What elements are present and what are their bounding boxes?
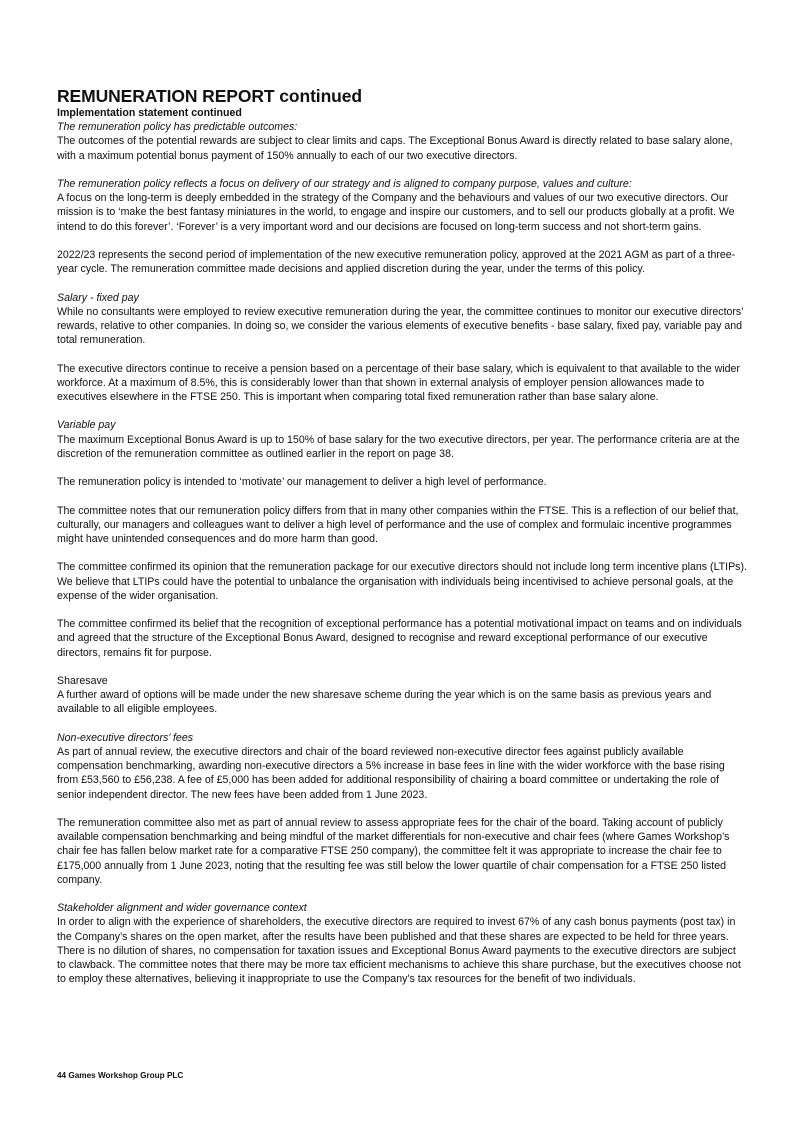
- section-heading: Stakeholder alignment and wider governance context: [57, 902, 307, 915]
- section-salary-fixed-pay: [57, 291, 747, 405]
- paragraph: The outcomes of the potential rewards are subject to clear limits and caps. The Exceptional Bonus Award is directly related to base salary alone, with a maximum potential bonus payment of 150% annually to each of our two executive directors.: [57, 135, 733, 162]
- paragraph: The committee notes that our remuneration policy differs from that in many other companies within the FTSE. This is a reflection of our belief that, culturally, our managers and colleagues want to deliver a high level of performance and the use of complex and formulaic incentive programmes might have unintended consequences and do more harm than good.: [57, 504, 739, 545]
- paragraph: The maximum Exceptional Bonus Award is up to 150% of base salary for the two executive directors, per year. The performance criteria are at the discretion of the remuneration committee as outlined earlier in the report on page 38.: [57, 433, 740, 460]
- paragraph: In order to align with the experience of shareholders, the executive directors are required to invest 67% of any cash bonus payments (post tax) in the Company’s shares on the open market, after the results have been published and that these shares are expected to be held for three years. There is no dilution of shares, no compensation for taxation issues and Exceptional Bonus Award payments to the executive directors are subject to clawback. The committee notes that there may be more tax efficient mechanisms to achieve this share purchase, but the executives choose not to employ these alternatives, believing it inappropriate to use the Company’s tax resources for the benefit of two individuals.: [57, 916, 741, 986]
- page-title: REMUNERATION REPORT continued: [57, 86, 362, 106]
- page-subtitle: Implementation statement continued: [57, 107, 242, 119]
- paragraph: The committee confirmed its opinion that the remuneration package for our executive directors should not include long term incentive plans (LTIPs). We believe that LTIPs could have the potential to unbalance the organisation with individuals being incentivised to achieve personal goals, at the expense of the wider organisation.: [57, 561, 747, 602]
- section-predictable-outcomes: [57, 120, 747, 163]
- paragraph: As part of annual review, the executive directors and chair of the board reviewed non-executive director fees against publicly available compensation benchmarking, awarding non-executive directors a 5% increase in base fees in line with the wider workforce with the base rising from £53,560 to £56,238. A fee of £5,000 has been added for additional responsibility of chairing a board committee or undertaking the role of senior independent director. The new fees have been added from 1 June 2023.: [57, 745, 725, 801]
- paragraph: A focus on the long-term is deeply embedded in the strategy of the Company and the behaviours and values of our two executive directors. Our mission is to ‘make the best fantasy miniatures in the world, to engage and inspire our customers, and to sell our products globally at a profit. We intend to do this forever’. ‘Forever’ is a very important word and our decisions are focused on long-term success and not short-term gains.: [57, 192, 735, 233]
- section-non-executive-fees: [57, 731, 747, 887]
- section-heading: The remuneration policy has predictable outcomes:: [57, 121, 298, 134]
- page-content: [57, 86, 747, 986]
- paragraph: The committee confirmed its belief that the recognition of exceptional performance has a potential motivational impact on teams and on individuals and agreed that the structure of the Exceptional Bonus Award, designed to recognise and reward exceptional performance of our executive directors, remains fit for purpose.: [57, 618, 742, 659]
- section-heading: Variable pay: [57, 419, 116, 432]
- section-heading: Sharesave: [57, 674, 108, 687]
- section-stakeholder-alignment: [57, 901, 747, 986]
- paragraph: While no consultants were employed to review executive remuneration during the year, the committee continues to monitor our executive directors’ rewards, relative to other companies. In doing so, we consider the various elements of executive benefits - base salary, fixed pay, variable pay and total remuneration.: [57, 305, 744, 347]
- page-footer: 44 Games Workshop Group PLC: [57, 1071, 184, 1080]
- paragraph: 2022/23 represents the second period of implementation of the new executive remuneration policy, approved at the 2021 AGM as part of a three-year cycle. The remuneration committee made decisions and applied discretion during the year, under the terms of this policy.: [57, 249, 736, 276]
- section-strategy-focus: [57, 177, 747, 276]
- section-sharesave: [57, 674, 747, 717]
- paragraph: The remuneration policy is intended to ‘motivate’ our management to deliver a high level of performance.: [57, 476, 547, 489]
- section-heading: The remuneration policy reflects a focus on delivery of our strategy and is aligned to company purpose, values and culture:: [57, 178, 632, 190]
- paragraph: A further award of options will be made under the new sharesave scheme during the year which is on the same basis as previous years and available to all eligible employees.: [57, 689, 712, 716]
- paragraph: The remuneration committee also met as part of annual review to assess appropriate fees for the chair of the board. Taking account of publicly available compensation benchmarking and being mindful of the market differentials for non-executive and chair fees (where Games Workshop’s chair fee has fallen below market rate for a comparative FTSE 250 company), the committee felt it was appropriate to increase the chair fee to £175,000 annually from 1 June 2023, noting that the resulting fee was still below the lower quartile of chair compensation for a FTSE 250 listed company.: [57, 816, 730, 886]
- section-heading: Non-executive directors’ fees: [57, 731, 194, 744]
- section-variable-pay: [57, 418, 747, 659]
- section-heading: Salary - fixed pay: [57, 291, 139, 304]
- paragraph: The executive directors continue to receive a pension based on a percentage of their base salary, which is equivalent to that available to the wider workforce. At a maximum of 8.5%, this is considerably lower than that shown in external analysis of employer pension allowances made to executives elsewhere in the FTSE 250. This is important when comparing total fixed remuneration rather than base salary alone.: [57, 362, 740, 403]
